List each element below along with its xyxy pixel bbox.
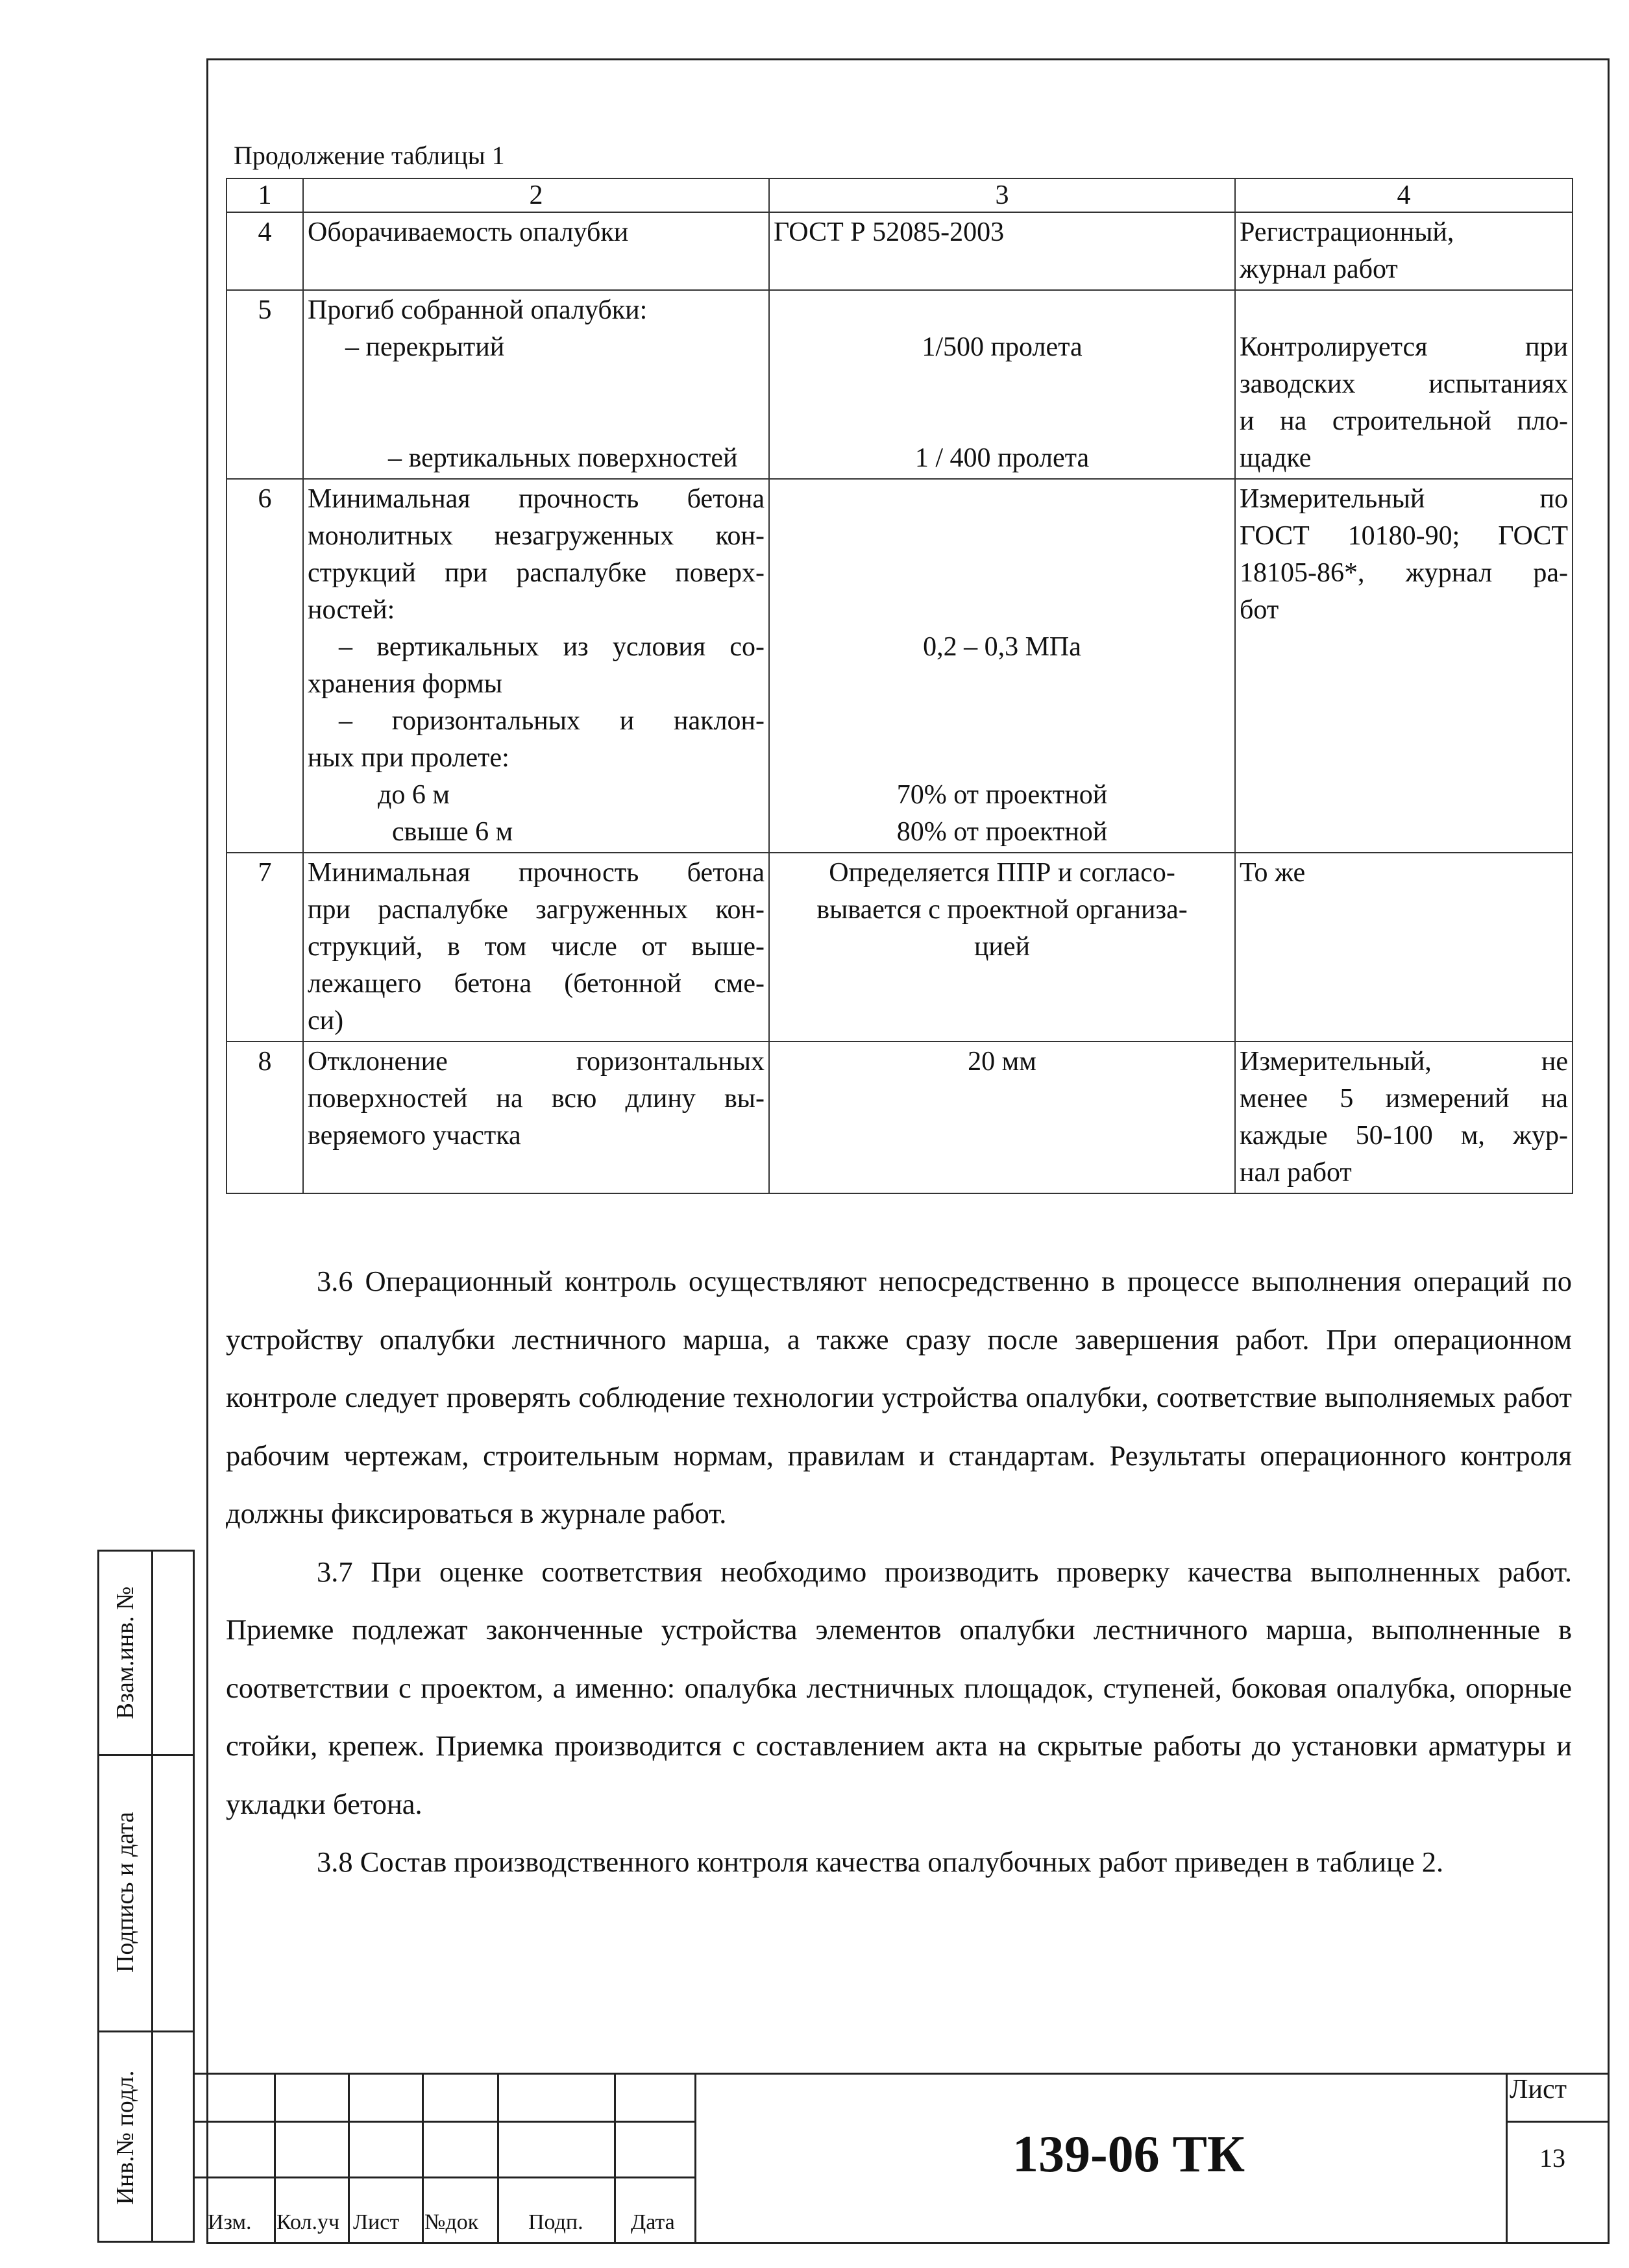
table-header-row (227, 178, 1573, 212)
row-number: 4 (227, 212, 303, 290)
title-block (195, 2073, 1610, 2244)
title-col-kolvo: Кол.уч (276, 2210, 340, 2234)
table-caption: Продолжение таблицы 1 (234, 141, 505, 170)
body-text (226, 1252, 1572, 1892)
row-method: Измерительный, не менее 5 измерений на каждые 50-100 м, жур- нал работ (1235, 1042, 1573, 1193)
header-cell: 1 (227, 178, 303, 212)
side-stamp (97, 1550, 195, 2243)
table-row (227, 1042, 1573, 1193)
control-table (226, 178, 1573, 1194)
paragraph-3-8: 3.8 Состав производственного контроля качества опалубочных работ приведен в таблице 2. (317, 1846, 1444, 1878)
row-value: ГОСТ Р 52085-2003 (769, 212, 1235, 290)
row-number: 5 (227, 290, 303, 479)
header-cell: 4 (1235, 178, 1573, 212)
table-row (227, 479, 1573, 853)
table-row (227, 290, 1573, 479)
row-number: 7 (227, 853, 303, 1042)
header-cell: 3 (769, 178, 1235, 212)
title-col-data: Дата (631, 2210, 675, 2234)
row-number: 6 (227, 479, 303, 853)
header-cell: 2 (303, 178, 769, 212)
table-row (227, 853, 1573, 1042)
document-code: 139-06 ТК (1012, 2126, 1245, 2183)
side-stamp-vzam: Взам.инв. № (112, 1586, 139, 1720)
sheet-label: Лист (1510, 2075, 1567, 2104)
side-stamp-podpis: Подпись и дата (112, 1811, 139, 1973)
row-value: 0,2 – 0,3 МПа 70% от проектной 80% от проектной (769, 479, 1235, 853)
row-parameter: Оборачиваемость опалубки (303, 212, 769, 290)
row-parameter: Минимальная прочность бетона монолитных незагруженных кон- струкций при распалубке поверх- ностей: – вертикальных из условия со- хранения формы – горизонтальных и наклон- ных при пролете: до 6 м свыше 6 м (303, 479, 769, 853)
row-method: Регистрационный, журнал работ (1235, 212, 1573, 290)
paragraph-3-6: 3.6 Операционный контроль осуществляют непосредственно в процессе выполнения операций по устройству опалубки лестничного марша, а также сразу после завершения работ. При операционном контроле следует проверять соблюдение технологии устройства опалубки, соответствие выполняемых работ рабочим чертежам, строительным нормам, правилам и стандартам. Результаты операционного контроля должны фиксироваться в журнале работ. (226, 1265, 1572, 1530)
title-col-ndok: №док (424, 2210, 479, 2234)
sheet-number: 13 (1539, 2143, 1565, 2173)
row-value: Определяется ППР и согласо- вывается с проектной организа- цией (769, 853, 1235, 1042)
row-value: 20 мм (769, 1042, 1235, 1193)
title-col-list: Лист (353, 2210, 400, 2234)
row-method: Контролируется при заводских испытаниях и на строительной пло- щадке (1235, 290, 1573, 479)
table-row (227, 212, 1573, 290)
title-col-podp: Подп. (528, 2210, 583, 2234)
side-stamp-inv: Инв.№ подл. (112, 2070, 139, 2205)
paragraph-3-7: 3.7 При оценке соответствия необходимо производить проверку качества выполненных работ. Приемке подлежат законченные устройства элементов опалубки лестничного марша, выполненные в соответствии с проектом, а именно: опалубка лестничных площадок, ступеней, боковая опалубка, опорные стойки, крепеж. Приемка производится с составлением акта на скрытые работы до установки арматуры и укладки бетона. (226, 1555, 1572, 1820)
row-value: 1/500 пролета 1 / 400 пролета (769, 290, 1235, 479)
row-parameter: Отклонение горизонтальных поверхностей на всю длину вы- веряемого участка (303, 1042, 769, 1193)
row-method: Измерительный по ГОСТ 10180-90; ГОСТ 18105-86*, журнал ра- бот (1235, 479, 1573, 853)
title-col-izm: Изм. (208, 2210, 252, 2234)
row-method: То же (1235, 853, 1573, 1042)
row-parameter: Прогиб собранной опалубки: – перекрытий – вертикальных поверхностей (303, 290, 769, 479)
row-number: 8 (227, 1042, 303, 1193)
row-parameter: Минимальная прочность бетона при распалубке загруженных кон- струкций, в том числе от выше- лежащего бетона (бетонной сме- си) (303, 853, 769, 1042)
